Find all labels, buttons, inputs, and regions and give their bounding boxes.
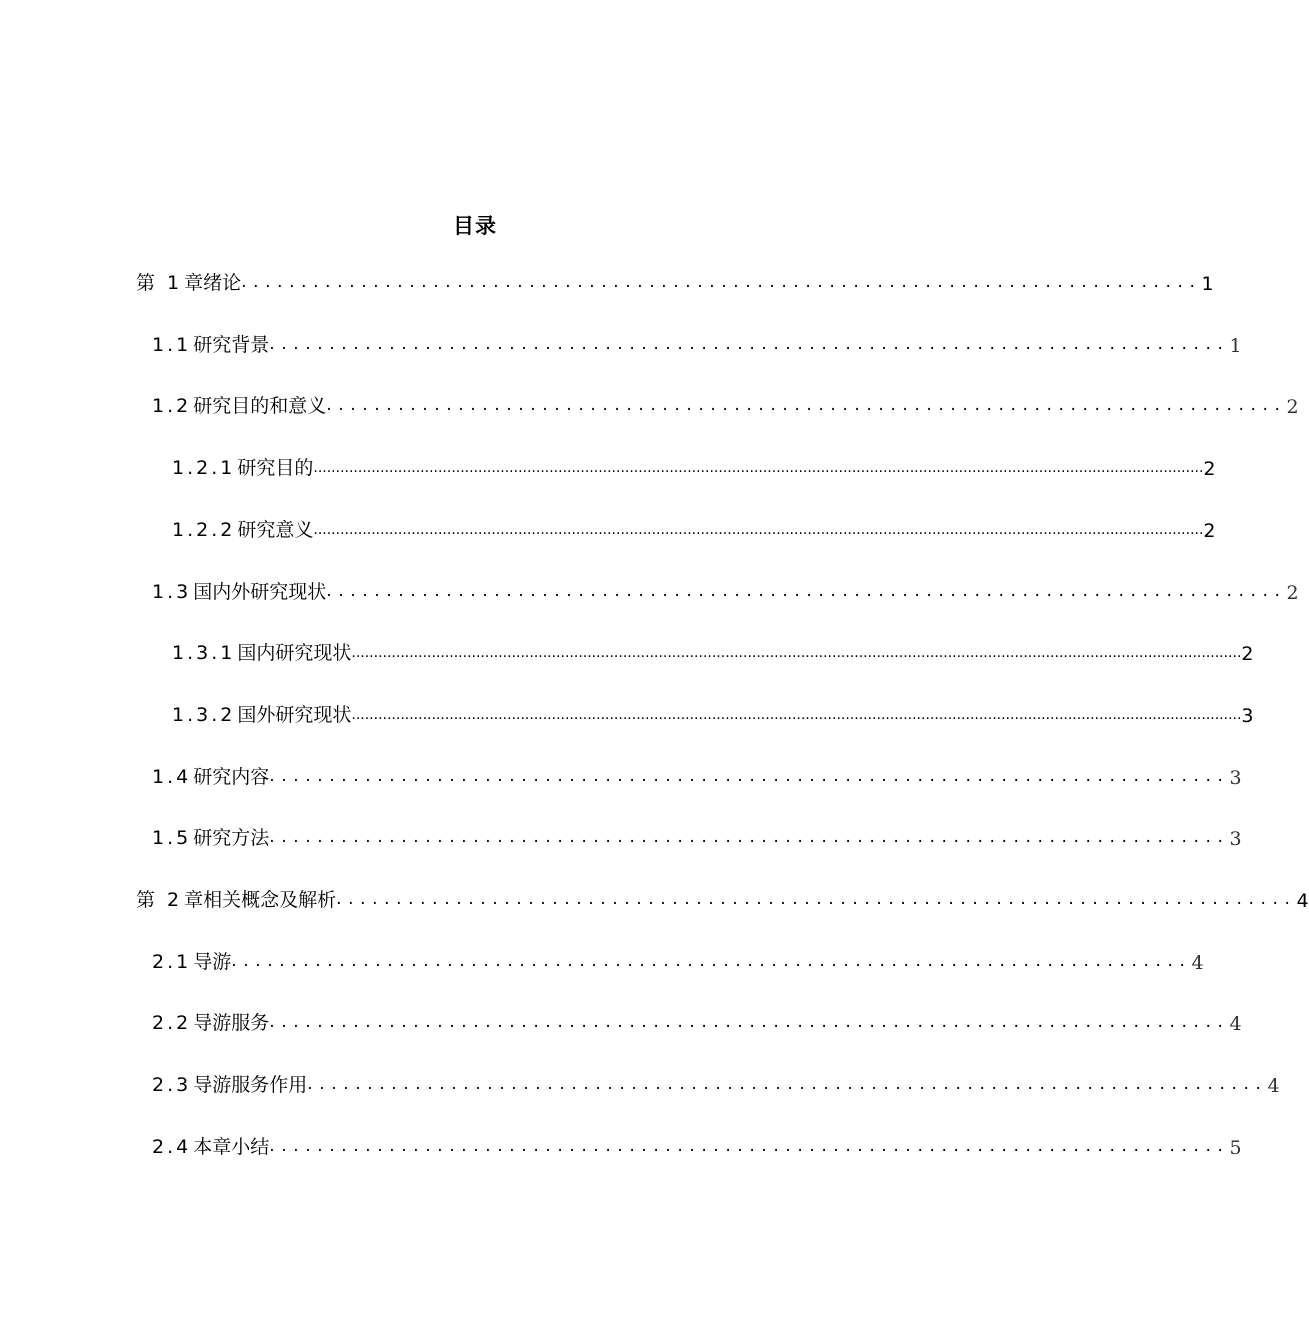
toc-entry-page: 5 (1229, 1137, 1242, 1159)
toc-entry-label (152, 823, 269, 850)
toc-entry-number: 1.3.1 (172, 642, 236, 664)
toc-entry[interactable] (152, 1129, 1242, 1159)
dot-leader: ........................................................................................................................................................................................................ (313, 460, 1204, 476)
toc-entry-page: 4 (1267, 1075, 1280, 1097)
toc-entry-page: 3 (1241, 705, 1254, 727)
toc-entry-text: 章相关概念及解析 (184, 889, 337, 911)
toc-entry-number: 2.4 (152, 1136, 192, 1158)
dot-leader: ........................................................................................................................................................................................................ (351, 645, 1242, 661)
toc-entry-page: 3 (1229, 828, 1242, 850)
toc-entry-number: 1.2.1 (172, 457, 236, 479)
dot-leader: ................................................................................ (269, 1012, 1230, 1032)
toc-entry[interactable] (136, 882, 1309, 912)
dot-leader: ........................................................................................................................................................................................................ (351, 707, 1242, 723)
toc-entry-number: 2.1 (152, 951, 192, 973)
toc-entry[interactable] (172, 635, 1254, 665)
toc-entry-label (172, 515, 313, 542)
toc-entry-number: 1.3 (152, 581, 192, 603)
toc-entry-page: 4 (1191, 952, 1204, 974)
toc-entry[interactable] (152, 820, 1242, 850)
toc-entry-number: 2.3 (152, 1074, 192, 1096)
toc-entry-label (136, 268, 241, 295)
toc-entry-number: 1.4 (152, 766, 192, 788)
dot-leader: ................................................................................ (269, 1136, 1230, 1156)
toc-entry-page: 2 (1241, 643, 1254, 665)
toc-entry-page: 1 (1201, 273, 1214, 295)
toc-entry-text: 国外研究现状 (237, 704, 352, 726)
toc-entry-page: 4 (1296, 890, 1309, 912)
toc-entry-page: 3 (1229, 767, 1242, 789)
toc-entry-page: 2 (1286, 582, 1299, 604)
toc-entry-text: 研究意义 (237, 519, 314, 541)
toc-entry-text: 国内研究现状 (237, 642, 352, 664)
toc-entry-label (172, 700, 351, 727)
dot-leader: ................................................................................ (231, 951, 1192, 971)
toc-entry[interactable] (136, 265, 1214, 295)
toc-entry[interactable] (152, 1067, 1280, 1097)
toc-entry-text: 章绪论 (184, 272, 242, 294)
toc-entry-number: 1.5 (152, 827, 192, 849)
toc-entry-label (152, 947, 231, 974)
toc-entry-page: 4 (1229, 1013, 1242, 1035)
toc-entry-label (172, 453, 313, 480)
toc-entry-number: 第 1 (136, 272, 183, 294)
toc-entry-label (152, 1132, 269, 1159)
toc-entry-label (152, 330, 269, 357)
dot-leader: ................................................................................ (269, 334, 1230, 354)
toc-entry-number: 2.2 (152, 1012, 192, 1034)
toc-entry-label (172, 638, 351, 665)
toc-entry-text: 国内外研究现状 (193, 581, 327, 603)
toc-entry-label (152, 391, 326, 418)
toc-entry-text: 研究背景 (193, 334, 270, 356)
toc-entry-text: 研究目的和意义 (193, 395, 327, 417)
toc-entry[interactable] (172, 450, 1216, 480)
toc-entry-text: 研究方法 (193, 827, 270, 849)
toc-entry-label (152, 1070, 307, 1097)
toc-entry-number: 1.1 (152, 334, 192, 356)
dot-leader: ................................................................................ (269, 827, 1230, 847)
toc-entry-page: 2 (1203, 458, 1216, 480)
toc-entry[interactable] (152, 1005, 1242, 1035)
toc-entry-label (152, 762, 269, 789)
toc-entry-number: 第 2 (136, 889, 183, 911)
dot-leader: ................................................................................ (326, 395, 1287, 415)
toc-entry-page: 2 (1286, 396, 1299, 418)
toc-entry-label (152, 577, 326, 604)
toc-entry-text: 本章小结 (193, 1136, 270, 1158)
dot-leader: ................................................................................ (307, 1074, 1268, 1094)
toc-entry-page: 2 (1203, 520, 1216, 542)
toc-entry[interactable] (152, 944, 1204, 974)
toc-entry[interactable] (172, 697, 1254, 727)
toc-entry-text: 导游服务作用 (193, 1074, 308, 1096)
toc-entry-label (136, 885, 336, 912)
dot-leader: ................................................................................ (326, 581, 1287, 601)
toc-entry[interactable] (152, 388, 1299, 418)
toc-entry-text: 研究内容 (193, 766, 270, 788)
toc-entry[interactable] (152, 574, 1299, 604)
dot-leader: ................................................................................ (269, 766, 1230, 786)
toc-entry-number: 1.2.2 (172, 519, 236, 541)
toc-entry[interactable] (152, 759, 1242, 789)
toc-entry-text: 导游服务 (193, 1012, 270, 1034)
toc-entry-text: 研究目的 (237, 457, 314, 479)
dot-leader: ................................................................................ (241, 272, 1202, 292)
toc-entry-label (152, 1008, 269, 1035)
dot-leader: ................................................................................ (336, 889, 1297, 909)
toc-title: 目录 (453, 214, 497, 238)
toc-entry[interactable] (172, 512, 1216, 542)
toc-entry-number: 1.3.2 (172, 704, 236, 726)
dot-leader: ........................................................................................................................................................................................................ (313, 522, 1204, 538)
toc-entry-page: 1 (1229, 335, 1242, 357)
toc-entry-text: 导游 (193, 951, 232, 973)
toc-entry-number: 1.2 (152, 395, 192, 417)
toc-entry[interactable] (152, 327, 1242, 357)
